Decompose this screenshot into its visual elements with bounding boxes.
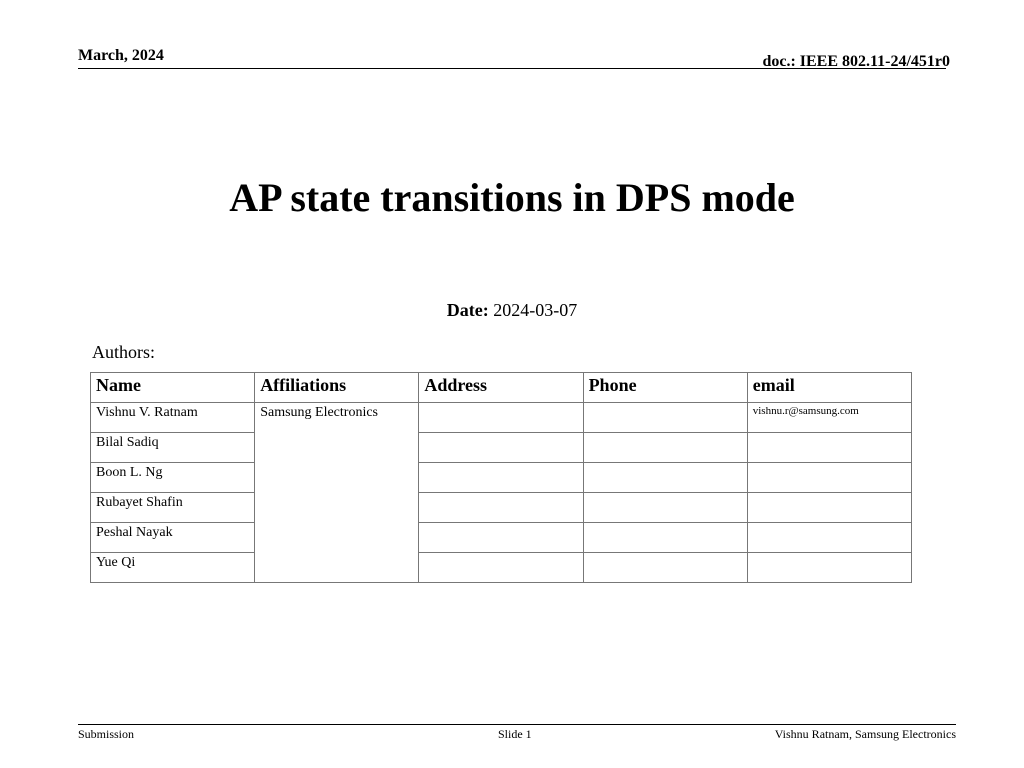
table-row (91, 493, 912, 523)
author-phone (583, 433, 747, 463)
author-email (747, 493, 911, 523)
author-affiliation: Samsung Electronics (255, 403, 419, 583)
author-address (419, 493, 583, 523)
col-header-address: Address (419, 373, 583, 403)
author-name: Bilal Sadiq (91, 433, 255, 463)
header-date: March, 2024 (78, 47, 164, 64)
author-phone (583, 553, 747, 583)
author-email (747, 523, 911, 553)
author-phone (583, 493, 747, 523)
table-row (91, 433, 912, 463)
col-header-email: email (747, 373, 911, 403)
col-header-name: Name (91, 373, 255, 403)
footer-author: Vishnu Ratnam, Samsung Electronics (774, 727, 956, 741)
table-header-row (91, 373, 912, 403)
author-name: Yue Qi (91, 553, 255, 583)
author-address (419, 523, 583, 553)
author-address (419, 433, 583, 463)
date-value: 2024-03-07 (493, 300, 578, 320)
slide-title: AP state transitions in DPS mode (229, 175, 795, 220)
date-label: Date: (446, 300, 489, 320)
author-email (747, 463, 911, 493)
author-email (747, 433, 911, 463)
table-row (91, 463, 912, 493)
author-address (419, 463, 583, 493)
author-name: Vishnu V. Ratnam (91, 403, 255, 433)
header-doc-id: doc.: IEEE 802.11-24/451r0 (762, 53, 950, 70)
footer-submission: Submission (78, 727, 135, 741)
author-name: Rubayet Shafin (91, 493, 255, 523)
footer-slide-number: Slide 1 (498, 727, 532, 741)
author-email: vishnu.r@samsung.com (747, 403, 911, 433)
date-line (0, 300, 1024, 321)
author-name: Peshal Nayak (91, 523, 255, 553)
author-phone (583, 403, 747, 433)
authors-label: Authors: (92, 342, 155, 362)
author-phone (583, 463, 747, 493)
author-name: Boon L. Ng (91, 463, 255, 493)
author-address (419, 403, 583, 433)
table-row (91, 403, 912, 433)
header-divider (78, 68, 946, 69)
author-address (419, 553, 583, 583)
table-row (91, 553, 912, 583)
col-header-affiliations: Affiliations (255, 373, 419, 403)
table-row (91, 523, 912, 553)
authors-table (90, 372, 912, 583)
author-email (747, 553, 911, 583)
footer-divider (78, 724, 956, 725)
col-header-phone: Phone (583, 373, 747, 403)
author-phone (583, 523, 747, 553)
